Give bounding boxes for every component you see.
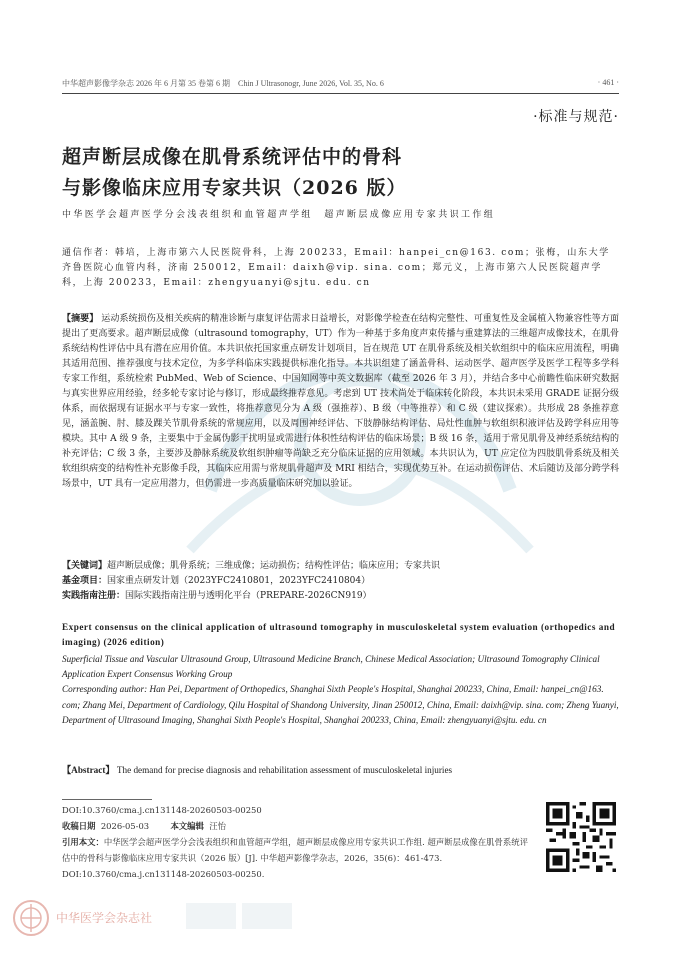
- keywords-text: 超声断层成像；肌骨系统；三维成像；运动损伤；结构性评估；临床应用；专家共识: [107, 561, 441, 571]
- publisher-logo: [6, 893, 306, 943]
- chinese-abstract: [62, 312, 619, 492]
- registration-label: 实践指南注册：: [62, 591, 126, 601]
- article-footer: [62, 802, 622, 882]
- abstract-text: 运动系统损伤及相关疾病的精准诊断与康复评估需求日益增长，对影像学检查在结构完整性、可重复性及金属植入物兼容性等方面提出了更高要求。超声断层成像（ultrasound tomography，UT）作为一种基于多角度声束传播与重建算法的三维超声成像技术，在肌骨系统结构性评估中具有潜在应用价值。本共识依托国家重点研发计划项目，旨在规范 UT 在肌骨系统及相关软组织中的临床应用流程，明确其适用范围、推荐强度与技术定位，为多学科临床实践提供标准化指导。本共识组建了涵盖骨科、运动医学、超声医学及医学工程等多学科专家工作组，系统检索 PubMed、Web of Science、中国知网等中英文数据库（截至 2026 年 3 月），并结合多中心前瞻性临床研究数据与真实世界应用经验，经多轮专家讨论与修订，形成最终推荐意见。考虑到 UT 技术尚处于临床转化阶段，本共识未采用 GRADE 证据分级体系，而依据现有证据水平与专家一致性，将推荐意见分为 A 级（强推荐）、B 级（中等推荐）和 C 级（建议探索）。共形成 28 条推荐意见，涵盖腕、肘、膝及踝关节肌骨系统的常规应用，以及周围神经评估、下肢静脉结构评估、局灶性血肿与软组织积液评估及跨学科应用等模块。其中 A 级 9 条，主要集中于金属伪影干扰明显或需进行体积性结构评估的临床场景；B 级 16 条，适用于常见肌骨及神经系统结构的补充评估；C 级 3 条，主要涉及静脉系统及软组织肿瘤等尚缺乏充分临床证据的应用领域。本共识认为，UT 应定位为四肢肌骨系统及相关软组织病变的结构性补充影像手段，其临床应用需与常规肌骨超声及 MRI 相结合，实现优势互补。在运动损伤评估、术后随访及部分跨学科场景中，UT 具有一定应用潜力，但仍需进一步高质量临床研究加以验证。: [62, 314, 619, 489]
- citation-text: 中华医学会超声医学分会浅表组织和血管超声学组，超声断层成像应用专家共识工作组. 超声断层成像在肌骨系统评估中的骨科与影像临床应用专家共识（2026 版）[J]. 中华超声影像学杂志，2026，35(6)：461-473. DOI:10.3760/cma.j.cn131148-20260503-00250.: [62, 837, 528, 879]
- keywords-label: 【关键词】: [62, 561, 108, 571]
- english-corresponding: Corresponding author: Han Pei, Department of Orthopedics, Shanghai Sixth People's Hospital, Shanghai 200233, China, Email: hanpei_cn@163. com; Zhang Mei, Department of Cardiology, Qilu Hospital of Shandong University, Jinan 250012, China, Email: daixh@vip. sina. com; Zheng Yuanyi, Department of Ultrasound Imaging, Shanghai Sixth People's Hospital, Shanghai 200233, China, Email: zhengyuanyi@sjtu. edu. cn: [62, 684, 619, 725]
- english-affiliation-block: [62, 652, 619, 728]
- english-abstract-label: 【Abstract】: [62, 765, 115, 775]
- editor-label: 本文编辑: [170, 821, 204, 831]
- english-affiliation: Superficial Tissue and Vascular Ultrasound Group, Ultrasound Medicine Branch, Chinese Medical Association; Ultrasound Tomography Clinical Application Expert Consensus Working Group: [62, 654, 600, 680]
- author-group: 中华医学会超声医学分会浅表组织和血管超声学组 超声断层成像应用专家共识工作组: [62, 210, 496, 220]
- keywords-block: [62, 559, 619, 604]
- english-abstract: [62, 763, 619, 778]
- abstract-label: 【摘要】: [62, 314, 99, 324]
- page-number: · 461 ·: [597, 78, 619, 87]
- english-title: Expert consensus on the clinical application of ultrasound tomography in musculoskeletal system evaluation (orthopedics and imaging) (2026 edition): [62, 622, 616, 648]
- registration-text: 国际实践指南注册与透明化平台（PREPARE-2026CN919）: [125, 591, 372, 601]
- title-line-1: 超声断层成像在肌骨系统评估中的骨科: [62, 146, 403, 168]
- correspondence: 通信作者：韩培，上海市第六人民医院骨科，上海 200233，Email：hanpei_cn@163. com；张梅，山东大学齐鲁医院心血管内科，济南 250012，Email：daixh@vip. sina. com；郑元义，上海市第六人民医院超声学科，上海 200233，Email：zhengyuanyi@sjtu. edu. cn: [62, 248, 610, 288]
- qr-code-icon[interactable]: [546, 802, 616, 872]
- article-title: [62, 142, 622, 204]
- fund-text: 国家重点研发计划（2023YFC2410801，2023YFC2410804）: [107, 576, 371, 586]
- doi-line[interactable]: DOI:10.3760/cma.j.cn131148-20260503-00250: [62, 805, 262, 815]
- header-divider: [62, 93, 619, 94]
- received-date: 2026-05-03: [100, 821, 150, 831]
- received-label: 收稿日期: [62, 821, 96, 831]
- english-abstract-text: The demand for precise diagnosis and rehabilitation assessment of musculoskeletal injuries: [116, 765, 453, 775]
- section-label: ·标准与规范·: [533, 109, 619, 125]
- citation-label: 引用本文：: [62, 837, 104, 847]
- running-header: [62, 78, 619, 89]
- title-line-2: 与影像临床应用专家共识（2026 版）: [62, 177, 407, 199]
- fund-label: 基金项目：: [62, 576, 108, 586]
- logo-text: 中华医学会杂志社: [56, 911, 153, 925]
- footnote-divider: [62, 799, 152, 800]
- editor-name: 汪怡: [209, 821, 227, 831]
- journal-line: 中华超声影像学杂志 2026 年 6 月第 35 卷第 6 期 Chin J Ultrasonogr, June 2026, Vol. 35, No. 6: [62, 79, 384, 88]
